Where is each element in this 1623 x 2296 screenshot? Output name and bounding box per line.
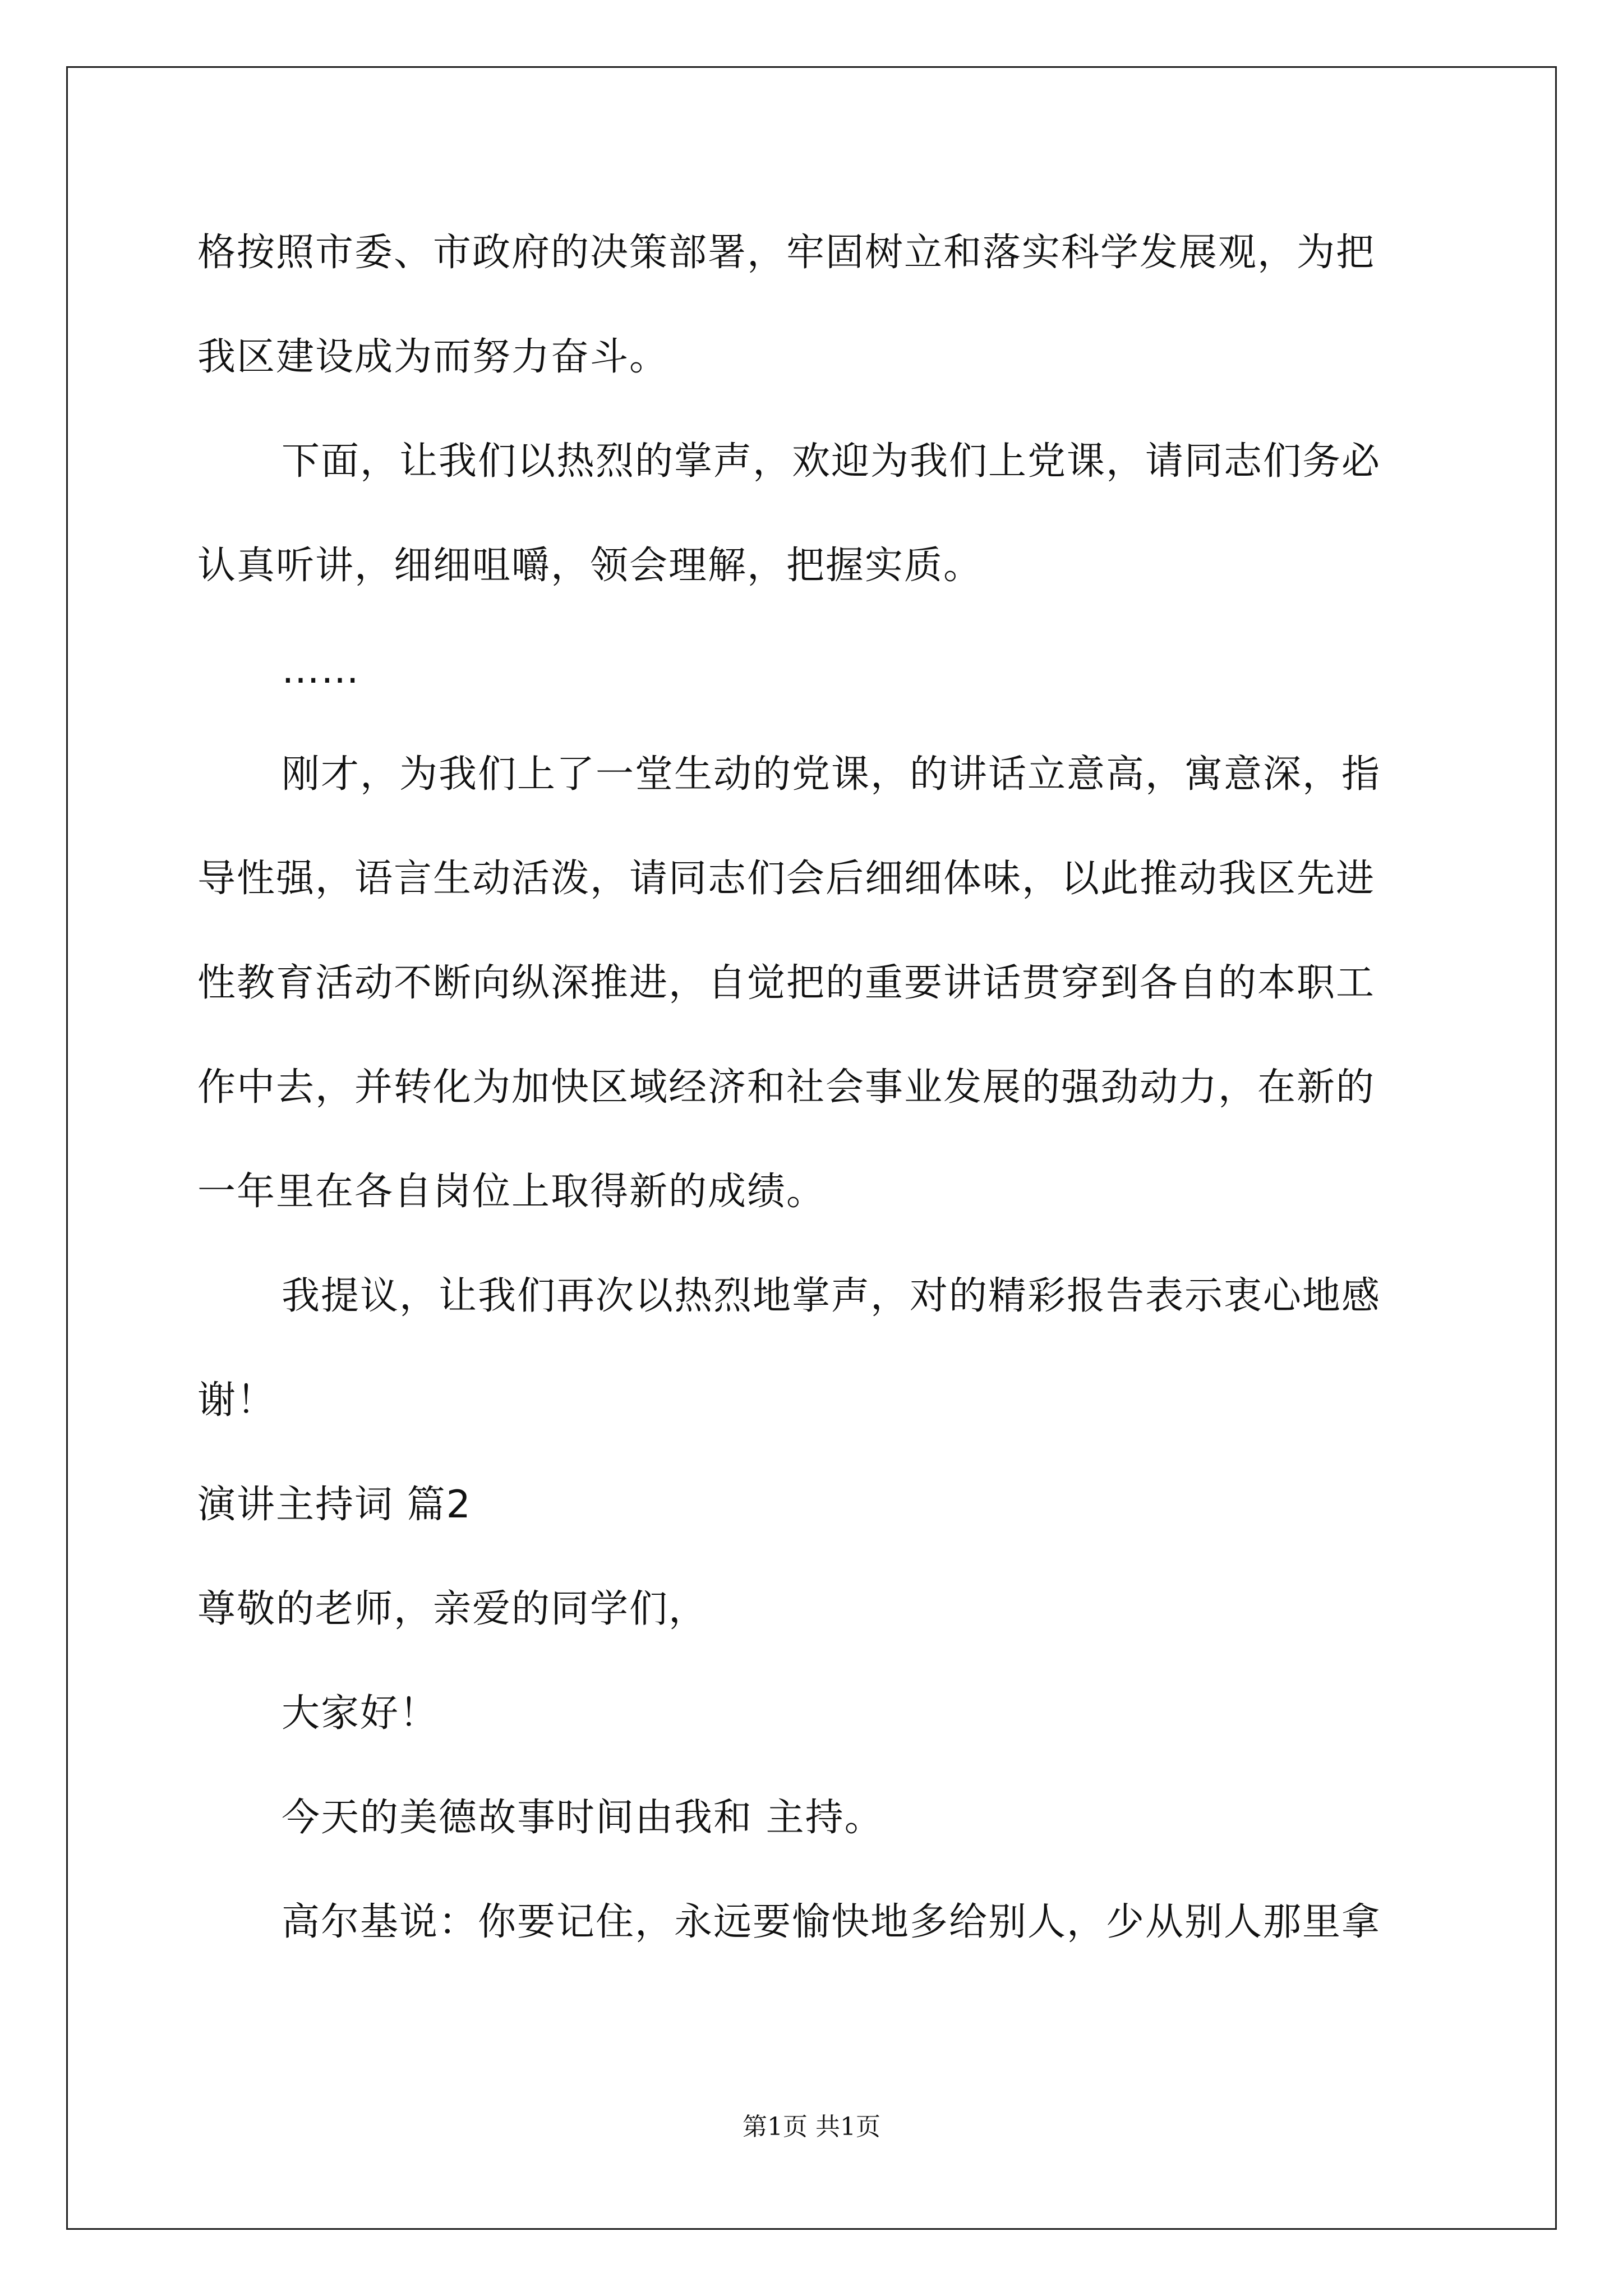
text-line: 大家好！ xyxy=(282,1691,439,1736)
text-line: 一年里在各自岗位上取得新的成绩。 xyxy=(197,1170,826,1214)
page-footer: 第1页 共1页 xyxy=(743,2113,880,2141)
text-line: 性教育活动不断向纵深推进，自觉把的重要讲话贯穿到各自的本职工 xyxy=(197,961,1376,1005)
text-line: 谢！ xyxy=(197,1378,276,1423)
text-line: 我区建设成为而努力奋斗。 xyxy=(197,335,669,379)
text-line: 作中去，并转化为加快区域经济和社会事业发展的强劲动力，在新的 xyxy=(197,1065,1376,1110)
text-line: 认真听讲，细细咀嚼，领会理解，把握实质。 xyxy=(197,544,983,588)
text-line: 高尔基说：你要记住，永远要愉快地多给别人，少从别人那里拿 xyxy=(282,1900,1381,1944)
salutation-line: 尊敬的老师，亲爱的同学们， xyxy=(197,1587,708,1631)
text-line: 我提议，让我们再次以热烈地掌声，对的精彩报告表示衷心地感 xyxy=(282,1274,1381,1318)
section-heading: 演讲主持词 篇2 xyxy=(197,1483,472,1527)
document-body xyxy=(197,201,1431,1975)
text-line: 下面，让我们以热烈的掌声，欢迎为我们上党课，请同志们务必 xyxy=(282,439,1381,484)
text-line: 刚才，为我们上了一堂生动的党课，的讲话立意高，寓意深，指 xyxy=(282,752,1381,797)
ellipsis-line: …… xyxy=(282,648,360,692)
text-line: 导性强，语言生动活泼，请同志们会后细细体味，以此推动我区先进 xyxy=(197,857,1376,901)
text-line: 今天的美德故事时间由我和 主持。 xyxy=(282,1796,884,1840)
text-line: 格按照市委、市政府的决策部署，牢固树立和落实科学发展观，为把 xyxy=(197,231,1376,275)
